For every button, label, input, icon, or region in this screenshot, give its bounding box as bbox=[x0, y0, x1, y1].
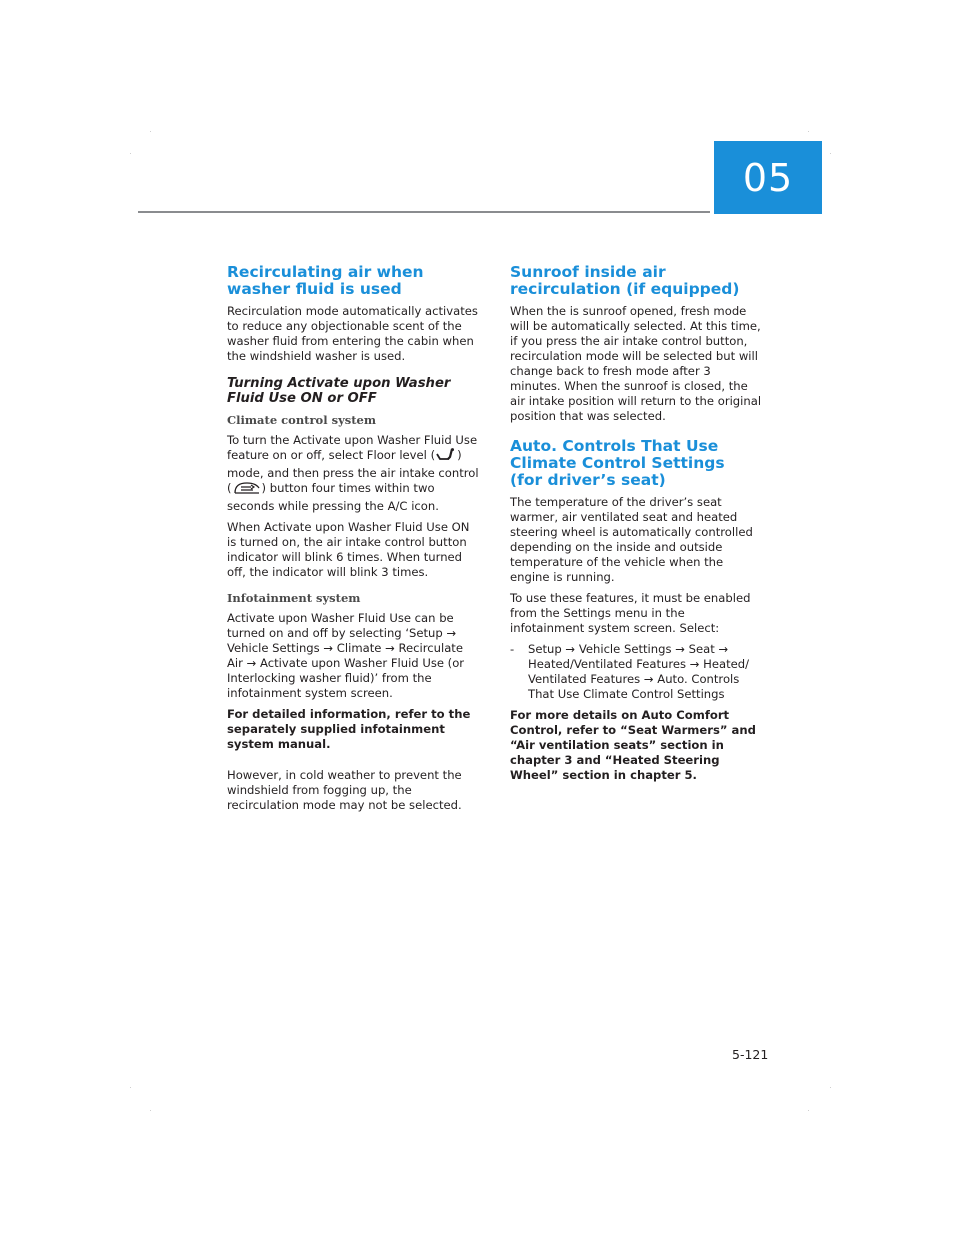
bold-note: For detailed information, refer to the separately supplied infotainment system manual. bbox=[227, 707, 471, 751]
minor-heading: Climate control system bbox=[227, 413, 377, 427]
subsection-heading: Turning Activate upon Washer Fluid Use ON or OFF bbox=[227, 376, 451, 406]
crop-mark bbox=[150, 131, 151, 132]
text-run: ) mode, and then press the air intake control ( bbox=[227, 448, 479, 495]
section-heading: Sunroof inside air recirculation (if equipped) bbox=[510, 263, 740, 298]
crop-mark bbox=[150, 1110, 151, 1111]
chapter-tab bbox=[714, 141, 822, 214]
paragraph: Activate upon Washer Fluid Use can be turned on and off by selecting ‘Setup → Vehicle Settings → Climate → Recirculate Air → Activate upon Washer Fluid Use (or Interlocking washer fluid)’ from the infotainment system screen. bbox=[227, 611, 465, 700]
paragraph: However, in cold weather to prevent the windshield from fogging up, the recirculation mode may not be selected. bbox=[227, 768, 462, 812]
crop-mark bbox=[130, 1087, 131, 1088]
crop-mark bbox=[808, 131, 809, 132]
crop-mark bbox=[830, 1087, 831, 1088]
header-rule bbox=[138, 211, 710, 213]
section-heading: Recirculating air when washer fluid is used bbox=[227, 263, 424, 298]
air-intake-recirculation-icon bbox=[233, 481, 261, 499]
paragraph: When Activate upon Washer Fluid Use ON is turned on, the air intake control button indicator will blink 6 times. When turned off, the indicator will blink 3 times. bbox=[227, 520, 470, 579]
paragraph: Recirculation mode automatically activates to reduce any objectionable scent of the washer fluid from entering the cabin when the windshield washer is used. bbox=[227, 304, 478, 363]
list-item: - Setup → Vehicle Settings → Seat → Heated/Ventilated Features → Heated/ Ventilated Features → Auto. Controls That Use Climate Control Settings bbox=[510, 642, 762, 702]
text-run: ) button four times within two seconds while pressing the A/C icon. bbox=[227, 481, 439, 513]
bold-note: For more details on Auto Comfort Control, refer to “Seat Warmers” and “Air ventilation seats” section in chapter 3 and “Heated Steering Wheel” section in chapter 5. bbox=[510, 708, 756, 782]
chapter-number: 05 bbox=[742, 155, 794, 200]
paragraph: The temperature of the driver’s seat warmer, air ventilated seat and heated steering wheel is automatically controlled depending on the inside and outside temperature of the vehicle when the engine is running. bbox=[510, 495, 753, 584]
crop-mark bbox=[808, 1110, 809, 1111]
floor-mode-icon bbox=[436, 448, 456, 466]
minor-heading: Infotainment system bbox=[227, 591, 361, 605]
paragraph: To use these features, it must be enabled from the Settings menu in the infotainment system screen. Select: bbox=[510, 591, 751, 635]
right-column bbox=[510, 264, 762, 789]
text-run: To turn the Activate upon Washer Fluid Use feature on or off, select Floor level ( bbox=[227, 433, 478, 462]
crop-mark bbox=[130, 153, 131, 154]
section-heading: Auto. Controls That Use Climate Control Settings (for driver’s seat) bbox=[510, 437, 725, 489]
page-number: 5-121 bbox=[732, 1047, 769, 1062]
spacer bbox=[227, 758, 479, 768]
paragraph: When the is sunroof opened, fresh mode will be automatically selected. At this time, if you press the air intake control button, recirculation mode will be selected but will change back to fresh mode after 3 minutes. When the sunroof is closed, the air intake position will return to the original position that was selected. bbox=[510, 304, 762, 423]
crop-mark bbox=[830, 153, 831, 154]
left-column bbox=[227, 264, 479, 819]
settings-path-list bbox=[510, 642, 762, 702]
paragraph-with-icons bbox=[227, 433, 479, 514]
